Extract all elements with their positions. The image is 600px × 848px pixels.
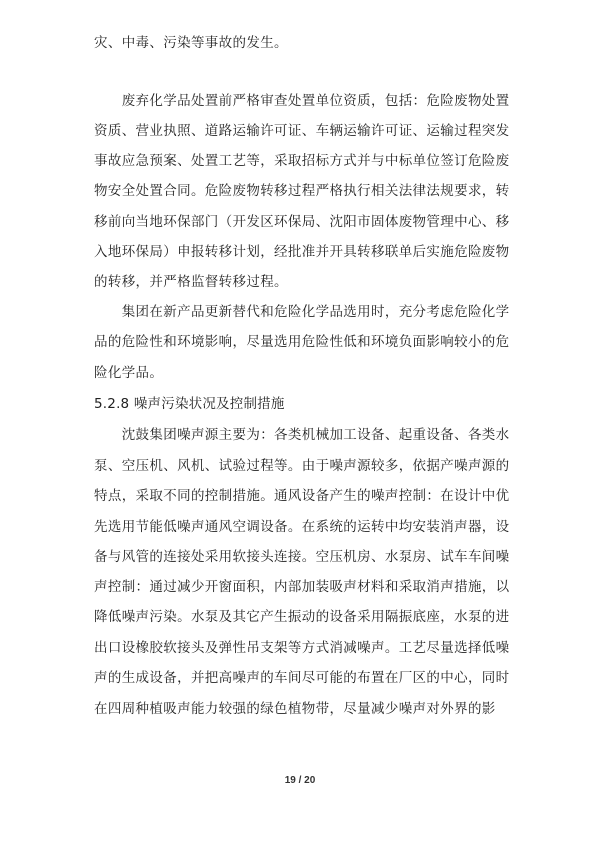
- section-heading: 5.2.8 噪声污染状况及控制措施: [94, 396, 285, 412]
- text-line: 声的生成设备，并把高噪声的车间尽可能的布置在厂区的中心，同时: [94, 670, 510, 686]
- text-line: 出口设橡胶软接头及弹性吊支架等方式消减噪声。工艺尽量选择低噪: [94, 640, 510, 656]
- text-line: 特点，采取不同的控制措施。通风设备产生的噪声控制：在设计中优: [94, 488, 510, 504]
- text-line: 入地环保局）申报转移计划，经批准并开具转移联单后实施危险废物: [94, 244, 510, 260]
- text-line: 先选用节能低噪声通风空调设备。在系统的运转中均安装消声器，设: [94, 519, 510, 535]
- text-line: 品的危险性和环境影响，尽量选用危险性低和环境负面影响较小的危: [94, 334, 510, 350]
- text-line: 集团在新产品更新替代和危险化学品选用时，充分考虑危险化学: [94, 304, 510, 320]
- page-number: 19 / 20: [284, 775, 316, 786]
- text-line: 事故应急预案、处置工艺等，采取招标方式并与中标单位签订危险废: [94, 153, 510, 169]
- text-line: 泵、空压机、风机、试验过程等。由于噪声源较多，依据产噪声源的: [94, 458, 510, 474]
- text-line: 的转移，并严格监督转移过程。: [94, 274, 288, 290]
- text-line: 在四周种植吸声能力较强的绿色植物带，尽量减少噪声对外界的影: [94, 701, 496, 717]
- text-line: 废弃化学品处置前严格审查处置单位资质，包括：危险废物处置: [94, 93, 510, 109]
- text-line: 物安全处置合同。危险废物转移过程严格执行相关法律法规要求，转: [94, 183, 510, 199]
- text-line: 资质、营业执照、道路运输许可证、车辆运输许可证、运输过程突发: [94, 123, 510, 139]
- text-line: 移前向当地环保部门（开发区环保局、沈阳市固体废物管理中心、移: [94, 214, 510, 230]
- text-line: 备与风管的连接处采用软接头连接。空压机房、水泵房、试车车间噪: [94, 549, 510, 565]
- text-line: 险化学品。: [94, 365, 164, 381]
- text-line: 降低噪声污染。水泵及其它产生振动的设备采用隔振底座，水泵的进: [94, 609, 510, 625]
- text-line: 灾、中毒、污染等事故的发生。: [94, 35, 288, 51]
- text-line: 声控制：通过减少开窗面积，内部加装吸声材料和采取消声措施，以: [94, 579, 510, 595]
- text-line: 沈鼓集团噪声源主要为：各类机械加工设备、起重设备、各类水: [94, 427, 510, 443]
